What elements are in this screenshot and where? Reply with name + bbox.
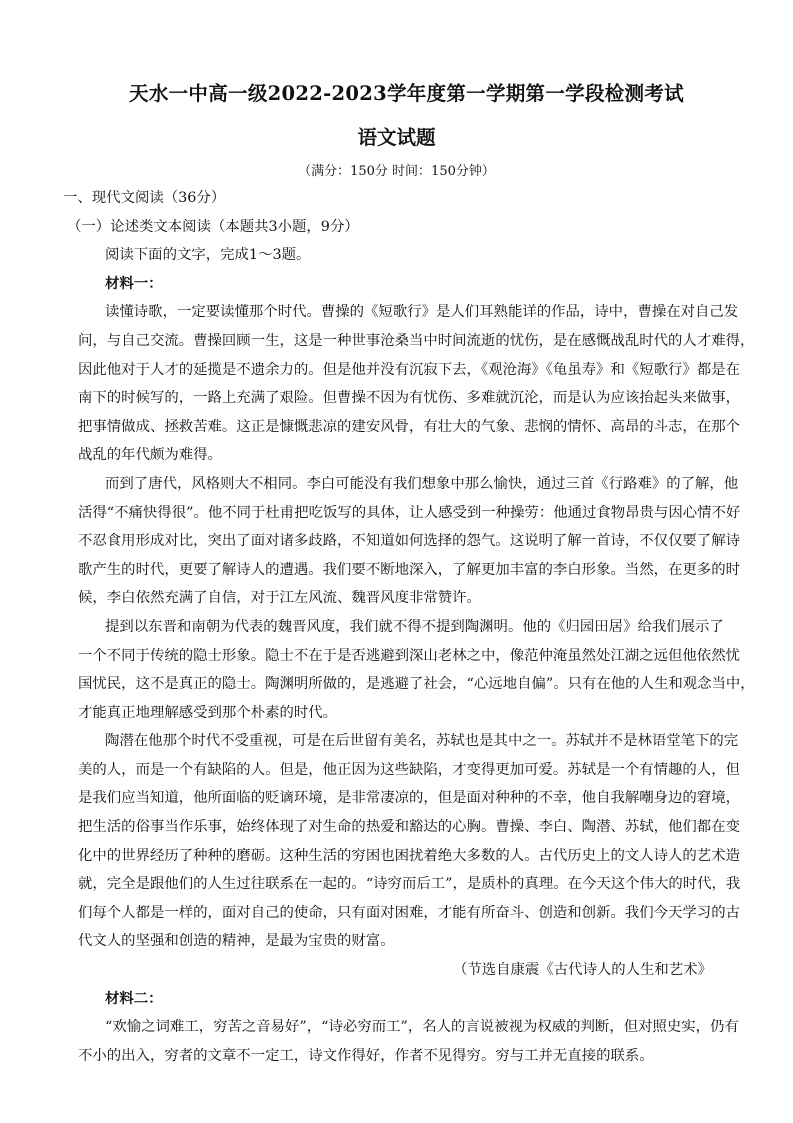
- text-line: 是我们应当知道，他所面临的贬谪环境，是非常凄凉的，但是面对种种的不幸，他自我解嘲身边的窘境，: [78, 790, 740, 807]
- exam-content: [63, 184, 755, 1070]
- text-line: 化中的世界经历了种种的磨砺。这种生活的穷困也困扰着绝大多数的人。古代历史上的文人诗人的艺术造: [78, 847, 740, 864]
- exam-subtitle: 语文试题: [357, 126, 436, 149]
- text-line: 提到以东晋和南朝为代表的魏晋风度，我们就不得不提到陶渊明。他的《归园田居》给我们展示了: [105, 618, 724, 635]
- material1-paragraph-1: [78, 298, 755, 470]
- reading-instruction: 阅读下面的文字，完成1～3题。: [105, 247, 311, 264]
- score-time-info: （满分：150分 时间：150分钟）: [298, 164, 495, 179]
- material1-paragraph-2: [78, 470, 741, 613]
- text-line: 代文人的坚强和创造的精神，是最为宝贵的财富。: [78, 933, 395, 950]
- text-line: 不忍食用形成对比，突出了面对诸多歧路，不知道如何选择的怨气。这说明了解一首诗，不仅仅要了解诗: [78, 533, 740, 550]
- text-line: 国忧民，这不是真正的隐士。陶渊明所做的，是逃避了社会，“心远地自偏”。只有在他的人生和观念当中，: [78, 676, 755, 693]
- text-line: 活得“不痛快得很”。他不同于杜甫把吃饭写的具体，让人感受到一种操劳：他通过食物昂贵与因心情不好: [78, 504, 741, 521]
- text-line: 候，李白依然充满了自信，对于江左风流、魏晋风度非常赞许。: [78, 590, 481, 607]
- text-line: 把生活的俗事当作乐事，始终体现了对生命的热爱和豁达的心胸。曹操、李白、陶潜、苏轼，他们都在变: [78, 819, 740, 836]
- exam-title: 天水一中高一级2022-2023学年度第一学期第一学段检测考试: [129, 82, 684, 105]
- section-subheading: （一）论述类文本阅读（本题共3小题，9分）: [67, 218, 359, 235]
- material1-source: （节选自康震《古代诗人的人生和艺术》: [452, 962, 712, 979]
- text-line: 战乱的年代颇为难得。: [78, 447, 222, 464]
- text-line: 歌产生的时代，更要了解诗人的遭遇。我们要不断地深入，了解更加丰富的李白形象。当然，在更多的时: [78, 561, 740, 578]
- text-line: 南下的时候写的，一路上充满了艰险。但曹操不因为有忧伤、多难就沉沦，而是认为应该抬起头来做事，: [78, 390, 740, 407]
- text-line: 才能真正地理解感受到那个朴素的时代。: [78, 704, 338, 721]
- text-line: “欢愉之词难工，穷苦之音易好”，“诗必穷而工”，名人的言说被视为权威的判断，但对照史实，仍有: [105, 1019, 739, 1036]
- material1-label: 材料一：: [105, 274, 163, 292]
- text-line: 一个不同于传统的隐士形象。隐士不在于是否逃避到深山老林之中，像范仲淹虽然处江湖之远但他依然忧: [78, 647, 740, 664]
- text-line: 而到了唐代，风格则大不相同。李白可能没有我们想象中那么愉快，通过三首《行路难》的了解，他: [105, 475, 739, 492]
- text-line: 就，完全是跟他们的人生过往联系在一起的。“诗穷而后工”，是质朴的真理。在今天这个伟大的时代，我: [78, 876, 741, 893]
- material1-paragraph-4: [78, 727, 741, 956]
- text-line: 陶潜在他那个时代不受重视，可是在后世留有美名，苏轼也是其中之一。苏轼并不是林语堂笔下的完: [105, 733, 739, 750]
- text-line: 问，与自己交流。曹操回顾一生，这是一种世事沧桑当中时间流逝的忧伤，是在感慨战乱时代的人才难得，: [78, 332, 755, 349]
- text-line: 不小的出入，穷者的文章不一定工，诗文作得好，作者不见得穷。穷与工并无直接的联系。: [78, 1047, 654, 1064]
- section-heading: 一、现代文阅读（36分）: [63, 190, 226, 206]
- material1-paragraph-3: [78, 613, 755, 727]
- text-line: 因此他对于人才的延揽是不遗余力的。但是他并没有沉寂下去，《观沧海》《龟虽寿》和《短歌行》都是在: [78, 361, 740, 378]
- text-line: 把事情做成、拯救苦难。这正是慷慨悲凉的建安风骨，有壮大的气象、悲悯的情怀、高昂的斗志，在那个: [78, 418, 740, 435]
- text-line: 美的人，而是一个有缺陷的人。但是，他正因为这些缺陷，才变得更加可爱。苏轼是一个有情趣的人，但: [78, 761, 740, 778]
- text-line: 读懂诗歌，一定要读懂那个时代。曹操的《短歌行》是人们耳熟能详的作品，诗中，曹操在对自己发: [105, 304, 739, 321]
- text-line: 们每个人都是一样的，面对自己的使命，只有面对困难，才能有所奋斗、创造和创新。我们今天学习的古: [78, 904, 740, 921]
- material2-paragraph-1: [78, 1013, 739, 1070]
- material2-label: 材料二：: [105, 989, 163, 1007]
